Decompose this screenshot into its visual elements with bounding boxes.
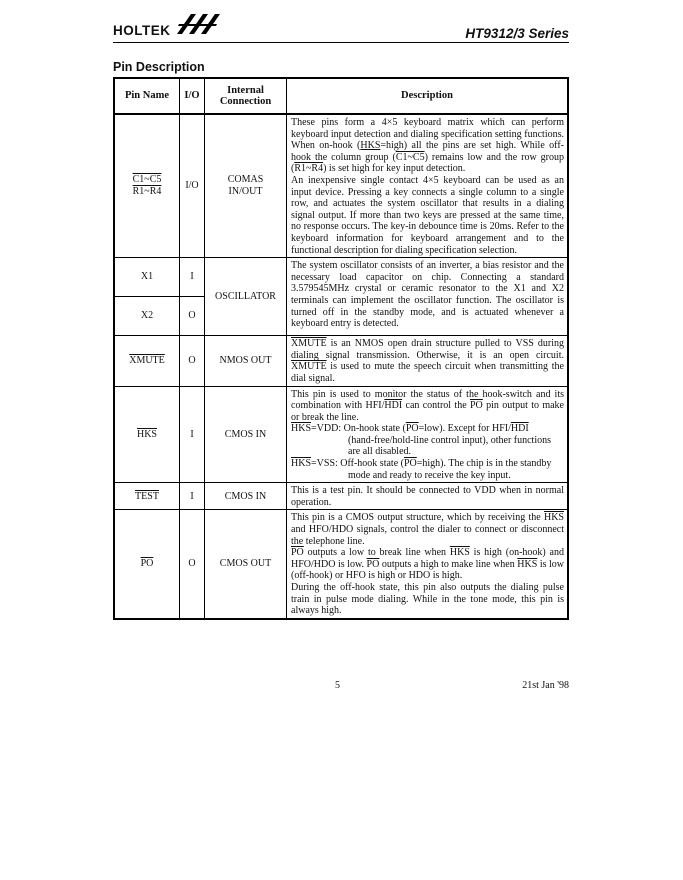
desc-text: and HFO/HDO signals, control the dialer to connect or disconnect the telephone line. — [291, 524, 564, 547]
pin-name: XMUTE — [129, 355, 165, 367]
page-number: 5 — [335, 680, 340, 691]
col-pin-name: Pin Name — [114, 78, 180, 114]
logo-text: HOLTEK — [113, 22, 171, 38]
connection-cell: CMOS IN — [205, 386, 287, 483]
desc-text: =high) all the pins are set high. While off-hook the column group ( — [291, 140, 564, 163]
io-cell: O — [180, 297, 205, 336]
io-cell: I — [180, 258, 205, 297]
table-row — [114, 510, 568, 619]
section-title: Pin Description — [113, 60, 205, 74]
desc-text: is an NMOS open drain structure pulled to VSS during dialing signal transmission. Otherwise, it is an open circuit. — [291, 338, 564, 361]
description-cell: The system oscillator consists of an inverter, a bias resistor and the necessary load capacitor on chip. Connecting a standard 3.579545MHz crystal or ceramic resonator to the X1 and X2 terminals can implement the oscillator function. The oscillator is turned off in the standby mode, and is actuated whenever a keyboard entry is detected. — [287, 258, 569, 336]
desc-signal: R1~R4 — [294, 163, 324, 175]
desc-signal: $\overline{HKS}$ — [543, 512, 564, 524]
desc-signal: $\overline{HDI}$ — [384, 400, 403, 412]
desc-signal: $\overline{PO}$ — [470, 400, 483, 412]
desc-text: pin output to make or break the line. — [291, 400, 564, 423]
desc-paragraph — [291, 423, 564, 435]
desc-text: is low (off-hook) or HFO is high or HDO is high. — [291, 558, 565, 582]
footer-date: 21st Jan '98 — [522, 680, 569, 691]
desc-text: outputs a low to break line when — [303, 547, 450, 559]
pin-name: $\overline{HKS}$ — [136, 428, 157, 440]
desc-text: outputs a high to make line when — [379, 558, 518, 570]
table-row — [114, 114, 568, 258]
pin-name: TEST — [135, 490, 159, 502]
pin-name-cell: X1 — [114, 258, 180, 297]
pin-name-cell — [114, 336, 180, 386]
desc-paragraph — [291, 512, 564, 547]
table-row — [114, 483, 568, 510]
io-cell: O — [180, 510, 205, 619]
connection-cell: OSCILLATOR — [205, 258, 287, 336]
col-description: Description — [287, 78, 569, 114]
desc-signal: $\overline{PO}$ — [291, 547, 304, 559]
desc-text: An inexpensive single contact 4×5 keyboard can be used as an input device. Pressing a key connects a single column to a single row, and actuates the system oscillator that results in a dialing signal output. If more than two keys are pressed at the same time, no response occurs. The key-in debounce time is 20ms. Refer to the keyboard information for keyboard arrangement and to the functional description for dialing specification selection. — [291, 174, 564, 256]
page-header — [113, 14, 569, 44]
desc-paragraph: mode and ready to receive the key input. — [348, 469, 511, 481]
connection-cell — [205, 114, 287, 258]
desc-text: can control the — [402, 400, 470, 412]
desc-signal: HKS — [360, 140, 381, 152]
desc-paragraph — [291, 547, 564, 582]
pin-name-cell — [114, 386, 180, 483]
desc-text: is high (on-hook) and HFO/HDO is low. — [291, 547, 564, 570]
desc-signal: $\overline{PO}$ — [366, 558, 380, 570]
connection-line: IN/OUT — [228, 186, 263, 198]
pin-name-cell: X2 — [114, 297, 180, 336]
desc-paragraph: (hand-free/hold-line control input), other functions are all disabled. — [348, 434, 551, 458]
description-cell — [287, 336, 569, 386]
pin-name: R1~R4 — [132, 186, 162, 198]
col-internal-connection: Internal Connection — [205, 78, 287, 114]
io-cell: I/O — [180, 114, 205, 258]
description-cell — [287, 114, 569, 258]
desc-paragraph — [291, 389, 564, 424]
io-cell: I — [180, 483, 205, 510]
header-rule — [113, 42, 569, 43]
desc-paragraph — [291, 458, 564, 470]
pin-name: $\overline{PO}$ — [140, 558, 154, 570]
col-io: I/O — [180, 78, 205, 114]
desc-signal: $\overline{HKS}$ — [517, 558, 538, 570]
table-header-row — [114, 78, 568, 114]
logo-mark-icon — [173, 10, 223, 38]
holtek-logo — [113, 22, 223, 38]
desc-signal: XMUTE — [291, 338, 327, 350]
desc-signal: $\overline{HKS}$ — [449, 547, 470, 559]
table-row — [114, 258, 568, 297]
desc-paragraph: During the off-hook state, this pin also outputs the dialing pulse train in pulse mode dialing. While in the tone mode, this pin is always high. — [291, 582, 564, 617]
connection-cell: NMOS OUT — [205, 336, 287, 386]
desc-text: =VSS: Off-hook state ( — [311, 458, 404, 470]
pin-name-cell — [114, 510, 180, 619]
connection-cell: CMOS IN — [205, 483, 287, 510]
desc-signal: $\overline{HDI}$ — [510, 423, 529, 435]
desc-text: is used to mute the speech circuit when transmitting the dial signal. — [291, 361, 564, 384]
desc-text: =low). Except for HFI/ — [418, 423, 511, 435]
desc-text: These pins form a 4×5 keyboard matrix which can perform keyboard input detection and dialing specification setting functions. When on-hook ( — [291, 117, 564, 152]
table-row — [114, 336, 568, 386]
desc-text: ) is set high for key input detection. — [323, 163, 466, 175]
desc-text: =high). The chip is in the standby — [416, 458, 552, 470]
desc-signal: XMUTE — [291, 361, 327, 373]
desc-signal: $\overline{HKS}$ — [291, 458, 312, 470]
desc-text: ) remains low and the row group ( — [291, 151, 564, 175]
connection-line: COMAS — [227, 174, 264, 186]
connection-cell: CMOS OUT — [205, 510, 287, 619]
pin-description-table — [113, 77, 569, 620]
pin-name-cell — [114, 483, 180, 510]
io-cell: O — [180, 336, 205, 386]
desc-signal: $\overline{PO}$ — [405, 423, 419, 435]
desc-signal: C1~C5 — [395, 151, 425, 163]
pin-name: C1~C5 — [132, 174, 162, 186]
table-row — [114, 386, 568, 483]
desc-signal: $\overline{PO}$ — [403, 458, 417, 470]
description-cell — [287, 386, 569, 483]
desc-text: =VDD: On-hook state ( — [311, 423, 406, 435]
description-cell: This is a test pin. It should be connected to VDD when in normal operation. — [287, 483, 569, 510]
description-cell — [287, 510, 569, 619]
desc-signal: $\overline{HKS}$ — [291, 423, 312, 435]
io-cell: I — [180, 386, 205, 483]
pin-name-cell — [114, 114, 180, 258]
series-title: HT9312/3 Series — [465, 26, 569, 41]
desc-text: This pin is a CMOS output structure, which by receiving the — [291, 512, 544, 524]
desc-text: This pin is used to monitor the status of the hook-switch and its combination with HFI/ — [291, 388, 564, 412]
